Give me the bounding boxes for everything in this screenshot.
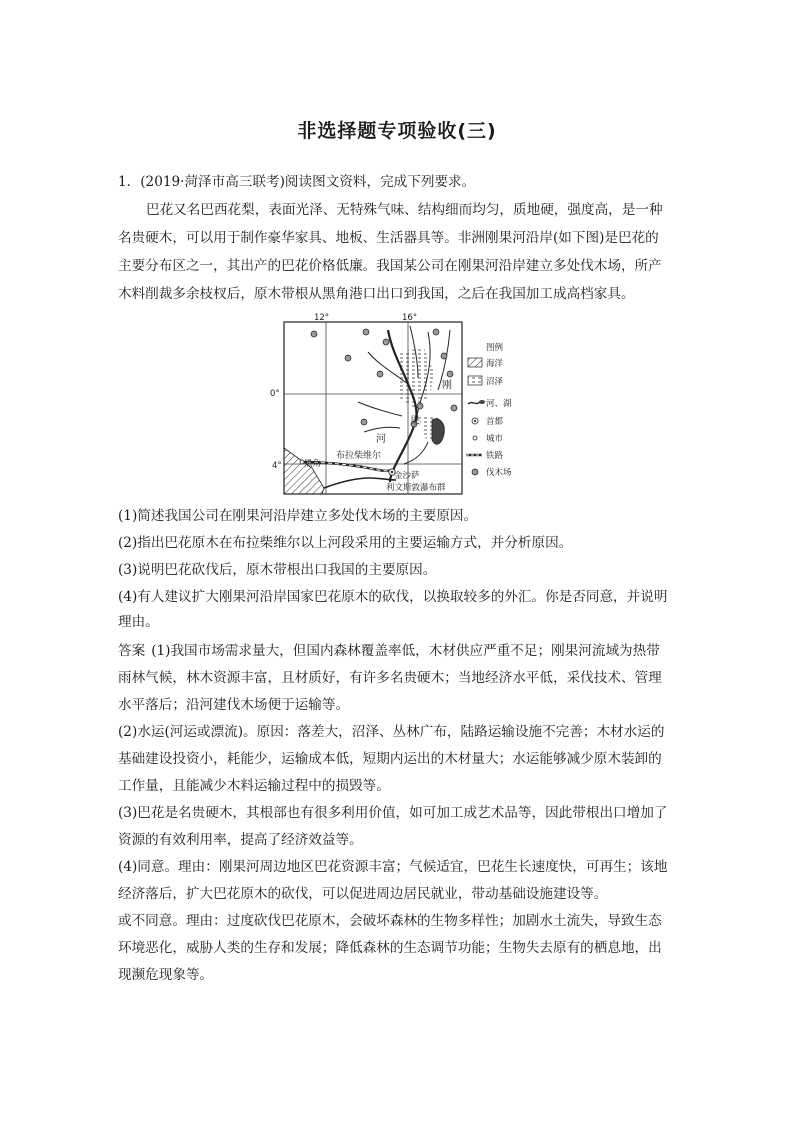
lat-label: 0° [270, 389, 280, 399]
passage-line: 木料削裁多余枝杈后，原木带根从黑角港口出口到我国，之后在我国加工成高档家具。 [118, 286, 635, 302]
answer-line: 基础建设投资小，耗能少，运输成本低，短期内运出的木材量大；水运能够减少原木装卸的 [118, 751, 662, 767]
passage-line: 巴花又名巴西花梨，表面光泽、无特殊气味、结构细而均匀，质地硬，强度高，是一种 [146, 202, 663, 218]
dashed-box-icon [468, 376, 482, 385]
logging-camp-icon [451, 405, 457, 411]
hatched-box-icon [468, 358, 482, 367]
sub-question-3: (3)说明巴花砍伐后，原木带根出口我国的主要原因。 [118, 562, 437, 578]
legend-label: 海洋 [486, 359, 504, 369]
sub-question-4: (4)有人建议扩大刚果河沿岸国家巴花原木的砍伐，以换取较多的外汇。你是否同意，并说明 [118, 589, 668, 605]
map-label-livingstone: 利文斯敦瀑布群 [386, 483, 446, 493]
sub-question-1: (1)简述我国公司在刚果河沿岸建立多处伐木场的主要原因。 [118, 508, 478, 524]
answer-line: (2)水运(河运或漂流)。原因：落差大，沼泽、丛林广布，陆路运输设施不完善；木材水运的 [118, 724, 665, 740]
answer-label: 答案 [118, 643, 146, 659]
congo-river-map [268, 312, 538, 498]
page-title: 非选择题专项验收(三) [297, 120, 497, 142]
logging-camp-icon [472, 469, 478, 475]
logging-camp-icon [441, 353, 447, 359]
logging-camp-icon [311, 331, 317, 337]
map-label-heijiao: 黑角 [304, 459, 322, 469]
lat-label: 4° [272, 461, 282, 471]
logging-camp-icon [383, 339, 389, 345]
answer-line: 现濒危现象等。 [118, 967, 214, 983]
logging-camp-icon [377, 371, 383, 377]
map-label-guo: 果 [410, 416, 420, 427]
answer-line: 经济落后，扩大巴花原木的砍伐，可以促进周边居民就业，带动基础设施建设等。 [118, 886, 608, 902]
answer-line [118, 641, 680, 661]
answer-line: 或不同意。理由：过度砍伐巴花原木，会破坏森林的生物多样性；加剧水土流失，导致生态 [118, 913, 662, 929]
sub-question-4-cont: 理由。 [118, 614, 159, 630]
answer-line: 水平落后；沿河建伐木场便于运输等。 [118, 697, 350, 713]
map-label-brazzaville: 布拉柴维尔 [336, 451, 382, 461]
legend-label: 首都 [486, 417, 504, 427]
logging-camp-icon [361, 419, 367, 425]
answer-line: (3)巴花是名贵硬木，其根部也有很多利用价值，如可加工成艺术品等，因此带根出口增加了 [118, 805, 668, 821]
logging-camp-icon [417, 403, 423, 409]
legend-label: 伐木场 [486, 468, 512, 478]
answer-line: 工作量，且能减少木料运输过程中的损毁等。 [118, 778, 390, 794]
logging-camp-icon [345, 355, 351, 361]
legend-label: 城市 [486, 434, 504, 444]
map-label-he: 河 [376, 434, 386, 445]
question-stem: 1．(2019·菏泽市高三联考)阅读图文资料，完成下列要求。 [118, 174, 476, 190]
answer-line: 环境恶化，威胁人类的生存和发展；降低森林的生态调节功能；生物失去原有的栖息地，出 [118, 940, 662, 956]
city-icon [473, 436, 477, 440]
passage-line: 名贵硬木，可以用于制作豪华家具、地板、生活器具等。非洲刚果河沿岸(如下图)是巴花的 [118, 230, 659, 246]
logging-camp-icon [433, 329, 439, 335]
logging-camp-icon [363, 329, 369, 335]
map-label-gang: 刚 [442, 380, 452, 391]
passage-line: 主要分布区之一，其出产的巴花价格低廉。我国某公司在刚果河沿岸建立多处伐木场，所产 [118, 258, 662, 274]
answer-line: 雨林气候，林木资源丰富，且材质好，有许多名贵硬木；当地经济水平低，采伐技术、管理 [118, 670, 662, 686]
answer-text: (1)我国市场需求量大，但国内森林覆盖率低，木材供应严重不足；刚果河流域为热带 [151, 643, 660, 659]
river-lake-icon [468, 402, 480, 404]
legend-label: 河、湖 [486, 399, 512, 409]
map-label-kinshasa: 金沙萨 [394, 471, 420, 481]
legend-title: 图例 [486, 343, 504, 353]
logging-camp-icon [447, 371, 453, 377]
answer-line: (4)同意。理由：刚果河周边地区巴花资源丰富；气候适宜，巴花生长速度快，可再生；该地 [118, 859, 668, 875]
legend-label: 铁路 [486, 451, 504, 461]
legend-label: 沼泽 [486, 377, 504, 387]
lon-label: 16° [402, 313, 418, 323]
lon-label: 12° [314, 313, 330, 323]
sub-question-2: (2)指出巴花原木在布拉柴维尔以上河段采用的主要运输方式，并分析原因。 [118, 535, 573, 551]
answer-line: 资源的有效利用率，提高了经济效益等。 [118, 832, 363, 848]
